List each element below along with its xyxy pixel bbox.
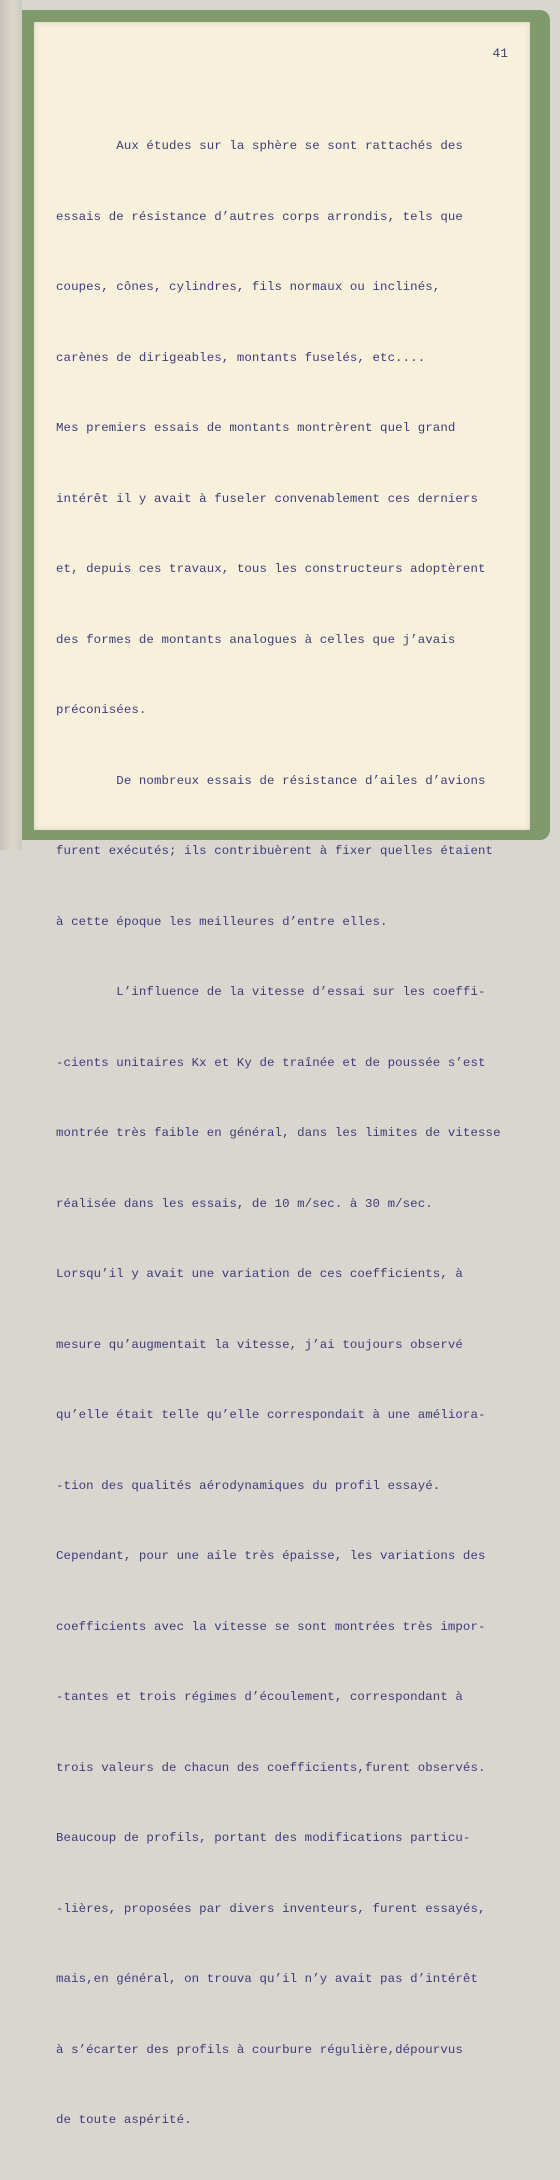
text-line: réalisée dans les essais, de 10 m/sec. à 30 m/sec. xyxy=(56,1196,433,1211)
text-line: L’influence de la vitesse d’essai sur les coeffi- xyxy=(56,985,486,999)
text-line: trois valeurs de chacun des coefficients,furent observés. xyxy=(56,1760,486,1775)
text-line: -tantes et trois régimes d’écoulement, correspondant à xyxy=(56,1690,463,1704)
text-line: à s’écarter des profils à courbure régulière,dépourvus xyxy=(56,2042,463,2057)
text-line: mais,en général, on trouva qu’il n’y avait pas d’intérêt xyxy=(56,1972,478,1986)
text-line: Aux études sur la sphère se sont rattachés des xyxy=(56,139,463,153)
text-line: Beaucoup de profils, portant des modifications particu- xyxy=(56,1831,471,1845)
page-number: 41 xyxy=(492,46,508,61)
text-line: -lières, proposées par divers inventeurs, furent essayés, xyxy=(56,1901,486,1916)
text-line: préconisées. xyxy=(56,703,147,717)
text-line: coefficients avec la vitesse se sont montrées très impor- xyxy=(56,1619,486,1634)
text-line: Cependant, pour une aile très épaisse, les variations des xyxy=(56,1549,486,1563)
text-line: des formes de montants analogues à celles que j’avais xyxy=(56,632,456,647)
typewritten-page xyxy=(34,22,530,2127)
text-line: -cients unitaires Kx et Ky de traînée et de poussée s’est xyxy=(56,1055,486,1070)
text-line: carènes de dirigeables, montants fuselés, etc.... xyxy=(56,350,426,365)
text-line: De nombreux essais de résistance d’ailes d’avions xyxy=(56,773,486,788)
text-line: coupes, cônes, cylindres, fils normaux ou inclinés, xyxy=(56,280,441,294)
text-line: Lorsqu’il y avait une variation de ces coefficients, à xyxy=(56,1267,463,1281)
text-line: furent exécutés; ils contribuèrent à fixer quelles étaient xyxy=(56,844,494,858)
text-line: montrée très faible en général, dans les limites de vitesse xyxy=(56,1126,501,1140)
text-line: de toute aspérité. xyxy=(56,2113,192,2127)
text-line: essais de résistance d’autres corps arrondis, tels que xyxy=(56,209,463,224)
text-line: intérêt il y avait à fuseler convenablement ces derniers xyxy=(56,491,478,506)
text-line: -tion des qualités aérodynamiques du profil essayé. xyxy=(56,1478,441,1493)
text-line: Mes premiers essais de montants montrèrent quel grand xyxy=(56,421,456,435)
text-line: et, depuis ces travaux, tous les constructeurs adoptèrent xyxy=(56,562,486,576)
text-line: à cette époque les meilleures d’entre elles. xyxy=(56,914,388,929)
text-line: qu’elle était telle qu’elle correspondait à une améliora- xyxy=(56,1408,486,1422)
book-binding xyxy=(0,0,22,850)
page-text xyxy=(56,88,516,2180)
text-line: mesure qu’augmentait la vitesse, j’ai toujours observé xyxy=(56,1337,463,1352)
